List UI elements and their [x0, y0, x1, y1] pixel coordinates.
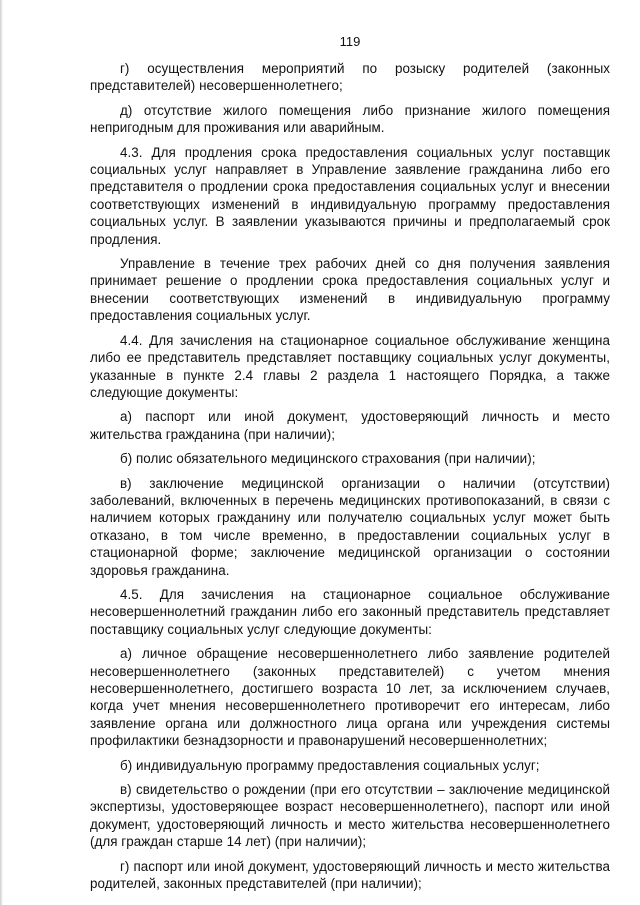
paragraph-4-5-a-application: а) личное обращение несовершеннолетнего либо заявление родителей несовершеннолетнего (законных представителей) с учетом мнения несовершеннолетнего, достигшего возраста 10 лет, за исключением случаев, когда учет мнения несовершеннолетнего противоречит его интересам, либо заявление органа или должностного лица органа или учреждения системы профилактики безнадзорности и правонарушений несовершеннолетних;	[90, 646, 610, 749]
paragraph-4-4-a-passport: а) паспорт или иной документ, удостоверяющий личность и место жительства гражданина (при наличии);	[90, 409, 610, 442]
paragraph-d-no-housing: д) отсутствие жилого помещения либо признание жилого помещения непригодным для проживания или аварийным.	[90, 102, 610, 136]
paragraph-4-4-v-medical: в) заключение медицинской организации о наличии (отсутствии) заболеваний, включенных в перечень медицинских противопоказаний, в связи с наличием которых гражданину или получателю социальных услуг может быть отказано, в том числе временно, в предоставлении социальных услуг в стационарной форме; заключение медицинской организации о состоянии здоровья гражданина.	[90, 475, 610, 578]
page-number: 119	[339, 34, 361, 49]
paragraph-4-5: 4.5. Для зачисления на стационарное социальное обслуживание несовершеннолетний гражданин либо его законный представитель представляет поставщику социальных услуг следующие документы:	[90, 586, 610, 637]
paragraph-4-5-g-parents-passport: г) паспорт или иной документ, удостоверяющий личность и место жительства родителей, законных представителей (при наличии);	[90, 858, 610, 892]
scan-edge	[0, 0, 3, 905]
paragraph-g-search-parents: г) осуществления мероприятий по розыску родителей (законных представителей) несовершеннолетнего;	[90, 61, 610, 94]
paragraph-4-3: 4.3. Для продления срока предоставления социальных услуг поставщик социальных услуг направляет в Управление заявление гражданина либо его представителя о продлении срока предоставления социальных услуг и внесении соответствующих изменений в индивидуальную программу предоставления социальных услуг. В заявлении указываются причины и предполагаемый срок продления.	[90, 144, 610, 247]
paragraph-4-5-v-birth-certificate: в) свидетельство о рождении (при его отсутствии – заключение медицинской экспертизы, удостоверяющее возраст несовершеннолетнего), паспорт или иной документ, удостоверяющий личность и место жительства несовершеннолетнего (для граждан старше 14 лет) (при наличии);	[90, 782, 610, 850]
paragraph-4-4: 4.4. Для зачисления на стационарное социальное обслуживание женщина либо ее представитель представляет поставщику социальных услуг документы, указанные в пункте 2.4 главы 2 раздела 1 настоящего Порядка, а также следующие документы:	[90, 332, 610, 400]
paragraph-4-5-b-program: б) индивидуальную программу предоставления социальных услуг;	[120, 757, 540, 773]
document-page	[90, 32, 610, 899]
paragraph-department-decision: Управление в течение трех рабочих дней со дня получения заявления принимает решение о продлении срока предоставления социальных услуг и внесении соответствующих изменений в индивидуальную программу предоставления социальных услуг.	[90, 256, 610, 324]
paragraph-4-4-b-insurance: б) полис обязательного медицинского страхования (при наличии);	[120, 451, 536, 467]
